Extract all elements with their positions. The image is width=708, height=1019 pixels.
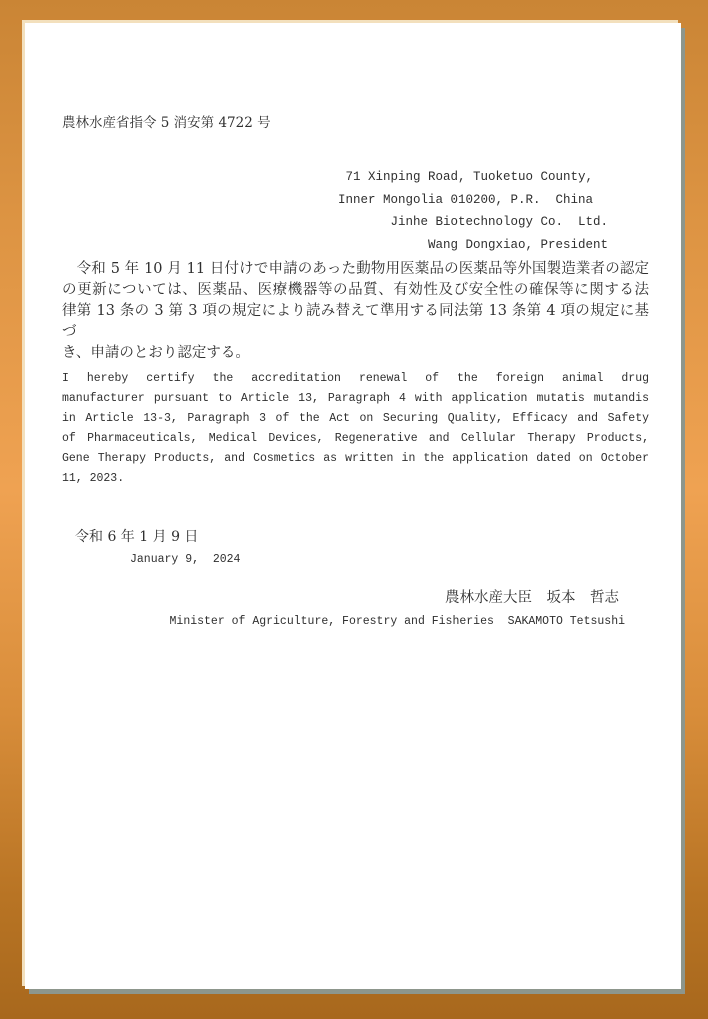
body-en-line-5: Gene Therapy Products, and Cosmetics as written in the application dated on October (62, 452, 649, 465)
body-en-line-1: I hereby certify the accreditation renewal of the foreign animal drug (62, 372, 649, 385)
letter-paper (25, 23, 681, 989)
body-en-line-6: 11, 2023. (62, 472, 125, 485)
date-block (62, 526, 240, 570)
signature-block (170, 587, 625, 632)
signer-english: Minister of Agriculture, Forestry and Fisheries SAKAMOTO Tetsushi (169, 615, 625, 628)
date-english: January 9, 2024 (130, 553, 241, 566)
signer-japanese: 農林水産大臣 坂本 哲志 (445, 590, 619, 606)
body-en-line-2: manufacturer pursuant to Article 13, Paragraph 4 with application mutatis mutandis (62, 392, 649, 405)
date-japanese: 令和 6 年 1 月 9 日 (75, 529, 199, 545)
body-en-line-4: of Pharmaceuticals, Medical Devices, Regenerative and Cellular Therapy Products, (62, 432, 649, 445)
reference-number: 農林水産省指令 5 消安第 4722 号 (62, 115, 271, 131)
body-paragraph-japanese (62, 259, 649, 364)
recipient-address-line-2: Inner Mongolia 010200, P.R. China (337, 192, 593, 207)
recipient-company: Jinhe Biotechnology Co. Ltd. (390, 215, 608, 230)
body-paragraph-english (62, 369, 649, 489)
body-ja-line-2: の更新については、医薬品、医療機器等の品質、有効性及び安全性の確保等に関する法 (62, 282, 649, 298)
body-en-line-3: in Article 13-3, Paragraph 3 of the Act on Securing Quality, Efficacy and Safety (62, 412, 649, 425)
recipient-representative: Wang Dongxiao, President (427, 237, 608, 252)
recipient-address-line-1: 71 Xinping Road, Tuoketuo County, (345, 170, 593, 184)
body-ja-line-1: 令和 5 年 10 月 11 日付けで申請のあった動物用医薬品の医薬品等外国製造業者の認定 (62, 261, 649, 277)
body-ja-line-4: き、申請のとおり認定する。 (62, 345, 250, 361)
body-ja-line-3: 律第 13 条の 3 第 3 項の規定により読み替えて準用する同法第 13 条第 4 項の規定に基づ (62, 303, 649, 340)
recipient-block (338, 166, 608, 256)
